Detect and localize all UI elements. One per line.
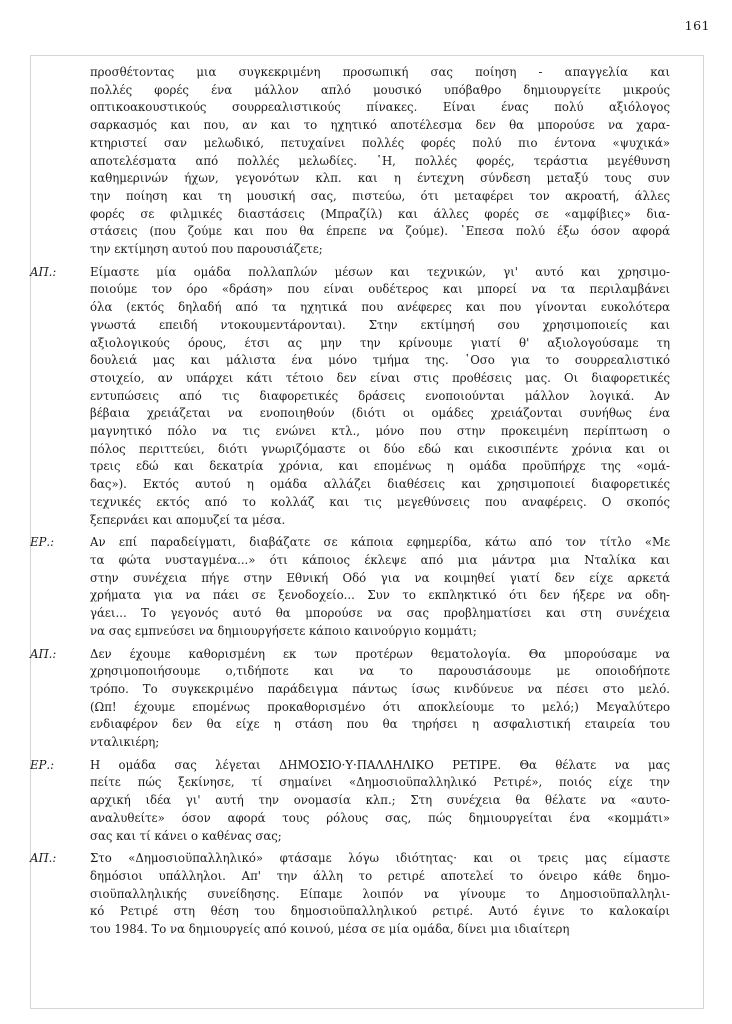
dialogue-block bbox=[30, 264, 670, 530]
text-line: Αν επί παραδείγματι, διαβάζατε σε κάποια εφημερίδα, κάτω από τον τίτλο «Με bbox=[90, 535, 670, 550]
text-line: δας»). Εκτός αυτού η ομάδα αλλάζει διαθέσεις και χρησιμοποιεί διαφορετικές bbox=[90, 477, 670, 492]
text-line: πόλος περιττεύει, διότι γνωριζόμαστε οι δύο εδώ και εικοσιπέντε χρόνια και οι bbox=[90, 441, 670, 456]
text-line: φορές σε φιλμικές διαστάσεις (Μπραζίλ) και άλλες φορές σε «αμφίβιες» δια- bbox=[90, 206, 670, 221]
text-line: Είμαστε μία ομάδα πολλαπλών μέσων και τεχνικών, γι' αυτό και χρησιμο- bbox=[90, 264, 670, 279]
text-line: καθημερινών ήχων, γεγονότων κλπ. και η έντεχνη σύνδεση μεταξύ τους συν bbox=[90, 171, 670, 186]
text-line: χρησιμοποιήσουμε ο,τιδήποτε και να το παρουσιάσουμε με οποιοδήποτε bbox=[90, 664, 670, 679]
page-number: 161 bbox=[684, 18, 710, 33]
text-line: τεχνικές εκτός από το κολλάζ και τις μεγεθύνσεις που αναφέρεις. Ο σκοπός bbox=[90, 494, 670, 509]
text-line: όλα (εκτός δηλαδή από τα ηχητικά που ανέφερες και που γίνονται ευκολότερα bbox=[90, 300, 670, 315]
speaker-label: ΑΠ.: bbox=[30, 264, 57, 279]
text-line: Η ομάδα σας λέγεται ΔΗΜΟΣΙΟ·Υ·ΠΑΛΛΗΛΙΚΟ ΡΕΤΙΡΕ. Θα θέλατε να μας bbox=[90, 757, 670, 772]
text-line: αποτελέσματα από πολλές μελωδίες. ῾Η, πολλές φορές, τεράστια μεγέθυνση bbox=[90, 153, 670, 168]
text-line: την ποίηση και τη μουσική σας, πιστεύω, ότι μεταφέρει τον ακροατή, άλλες bbox=[90, 188, 670, 203]
text-line: κό Ρετιρέ στη θέση του δημοσιοϋπαλληλικού ρετιρέ. Αυτό έγινε το καλοκαίρι bbox=[90, 904, 670, 919]
text-line: προσθέτοντας μια συγκεκριμένη προσωπική σας ποίηση - απαγγελία και bbox=[90, 65, 670, 79]
text-line: του 1984. Το να δημιουργείς από κοινού, μέσα σε μία ομάδα, δίνει μια ιδιαίτερη bbox=[90, 922, 570, 937]
text-line: στοιχείο, αν υπάρχει κάτι τέτοιο δεν είναι στις προθέσεις μας. Οι διαφορετικές bbox=[90, 370, 670, 385]
text-line: τρεις εδώ και δεκατρία χρόνια, και επομένως η ομάδα προϋπήρχε της «ομά- bbox=[90, 459, 670, 474]
text-line: αρχική ιδέα γι' αυτή την ονομασία κλπ.; Στη συνέχεια θα θέλατε να «αυτο- bbox=[90, 793, 670, 808]
text-line: τρόπο. Το συγκεκριμένο παράδειγμα πάντως ίσως κινδύνευε να πέσει στο μελό. bbox=[90, 681, 670, 696]
text-line: κτηριστεί σαν μελωδικό, πετυχαίνει πολλές φορές πολύ πιο έντονα «ψυχικά» bbox=[90, 135, 670, 150]
text-line: μαγνητικό πόλο να τις ενώνει κτλ., μόνο που στην προκειμένη περίπτωση ο bbox=[90, 424, 670, 439]
text-line: οπτικοακουστικούς σουρρεαλιστικούς πίνακες. Είναι ένας πολύ αξιόλογος bbox=[90, 100, 670, 115]
text-line: ξεπερνάει και απομυζεί τα μέσα. bbox=[90, 512, 286, 527]
text-line: (Ωπ! έχουμε επομένως προκαθορισμένο ότι αποκλείουμε το μελό;) Μεγαλύτερο bbox=[90, 699, 670, 714]
text-line: γνωστά επειδή ντοκουμεντάρονται). Στην εκτίμησή σου χρησιμοποιείς και bbox=[90, 317, 670, 332]
text-line: πείτε πώς ξεκίνησε, τί σημαίνει «Δημοσιοϋπαλληλικό Ρετιρέ», ποιός είχε την bbox=[90, 775, 670, 790]
dialogue-block bbox=[30, 534, 670, 640]
text-line: ενδιαφέρον δεν θα είχε η στάση που θα τηρήσει η ασφαλιστική εταιρεία του bbox=[90, 717, 670, 732]
speaker-label: ΑΠ.: bbox=[30, 851, 57, 866]
text-line: πολλές φορές ένα μάλλον απλό μουσικό υπόβαθρο δημιουργείτε μικρούς bbox=[90, 82, 670, 97]
question-continuation-block bbox=[30, 64, 670, 259]
text-line: Δεν έχουμε καθορισμένη εκ των προτέρων θεματολογία. Θα μπορούσαμε να bbox=[90, 646, 670, 661]
speaker-label: ΕΡ.: bbox=[30, 535, 55, 550]
text-line: δουλειά μας και μάλιστα ένα μόνο τμήμα της. ῾Οσο για το σουρρεαλιστικό bbox=[90, 353, 670, 368]
text-line: νταλικιέρη; bbox=[90, 735, 160, 750]
text-line: χρήματα για να πάει σε ξενοδοχείο... Συν το εκπληκτικό ότι δεν ήξερε να οδη- bbox=[90, 588, 670, 603]
text-line: σας και τί κάνει ο καθένας σας; bbox=[90, 828, 282, 843]
text-line: να σας εμπνεύσει να δημιουργήσετε κάποιο καινούργιο κομμάτι; bbox=[90, 623, 477, 638]
dialogue-block bbox=[30, 757, 670, 846]
text-line: Στο «Δημοσιοϋπαλληλικό» φτάσαμε λόγω ιδιότητας· και οι τρεις μας είμαστε bbox=[90, 851, 670, 866]
text-line: τα φώτα νυσταγμένα...» ότι κάποιος έκλεψε από μια μάντρα μια Νταλίκα και bbox=[90, 552, 670, 567]
text-line: σαρκασμός και που, αν και το ηχητικό αποτέλεσμα δεν θα μπορούσε να χαρα- bbox=[90, 118, 670, 133]
text-line: ποιούμε τον όρο «δράση» που είναι ουδέτερος και μπορεί να τα περιλαμβάνει bbox=[90, 282, 670, 297]
dialogue-block bbox=[30, 850, 670, 939]
text-line: σιοϋπαλληλικής συνείδησης. Είπαμε λοιπόν να γίνουμε το Δημοσιοϋπαλληλι- bbox=[90, 886, 670, 901]
text-line: αξιολογικούς όρους, έτσι ας μην την κρίνουμε γιατί θ' αξιολογούσαμε τη bbox=[90, 335, 670, 350]
speaker-label: ΕΡ.: bbox=[30, 757, 55, 772]
text-line: στην συνέχεια πήγε στην Εθνική Οδό για να κοιμηθεί γιατί δεν είχε αρκετά bbox=[90, 570, 670, 585]
text-line: εντυπώσεις από τις διαφορετικές δράσεις ενοποιούνται μάλλον λογικά. Αν bbox=[90, 388, 670, 403]
speaker-label: ΑΠ.: bbox=[30, 646, 57, 661]
text-line: βέβαια χρειάζεται να ενοποιηθούν (διότι οι ομάδες χρειάζονται συνήθως ένα bbox=[90, 406, 670, 421]
text-line: στάσεις (που ζούμε και που θα έπρεπε να ζούμε). ῾Επεσα πολύ έξω όσον αφορά bbox=[90, 224, 670, 239]
text-line: την εκτίμηση αυτού που παρουσιάζετε; bbox=[90, 242, 323, 257]
document-body bbox=[30, 64, 670, 944]
text-line: δημόσιοι υπάλληλοι. Απ' την άλλη το ρετιρέ αποτελεί το όνειρο κάθε δημο- bbox=[90, 868, 670, 883]
text-line: αναλυθείτε» όσον αφορά τους ρόλους σας, πώς δημιουργείται ένα «κομμάτι» bbox=[90, 810, 670, 825]
dialogue-block bbox=[30, 646, 670, 752]
text-line: γάει... Το γεγονός αυτό θα μπορούσε να σας προβληματίσει και στη συνέχεια bbox=[90, 606, 670, 621]
